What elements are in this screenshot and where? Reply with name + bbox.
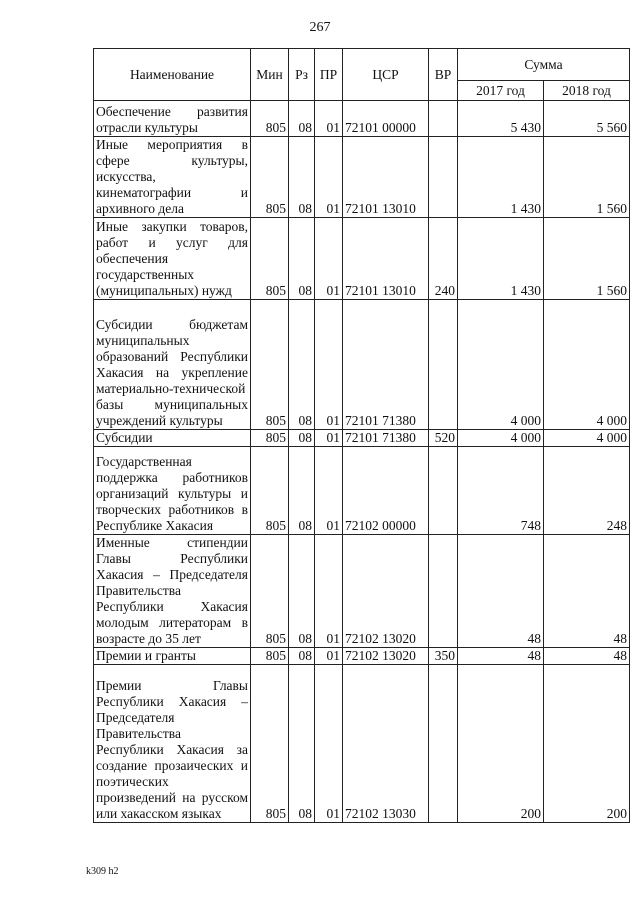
table-row bbox=[94, 137, 630, 218]
row-min-cell: 805 bbox=[251, 300, 289, 430]
row-pr-cell: 01 bbox=[315, 430, 343, 447]
row-min-cell: 805 bbox=[251, 648, 289, 665]
table-row bbox=[94, 430, 630, 447]
row-rz-cell: 08 bbox=[289, 447, 315, 535]
row-csr-cell: 72101 71380 bbox=[343, 300, 429, 430]
row-2017-cell: 48 bbox=[458, 535, 544, 648]
document-code: k309 h2 bbox=[86, 866, 119, 877]
row-rz-cell: 08 bbox=[289, 300, 315, 430]
row-vr-cell bbox=[429, 101, 458, 137]
row-name-cell: Иные закупки товаров, работ и услуг для обеспечения государственных (муниципальных) нужд bbox=[94, 218, 251, 300]
row-min-cell: 805 bbox=[251, 447, 289, 535]
row-rz-cell: 08 bbox=[289, 430, 315, 447]
row-vr-cell bbox=[429, 300, 458, 430]
row-pr-cell: 01 bbox=[315, 218, 343, 300]
row-name-cell: Государственная поддержка работников организаций культуры и творческих работников в Республике Хакасия bbox=[94, 447, 251, 535]
row-2018-cell: 200 bbox=[544, 665, 630, 823]
row-csr-cell: 72102 13030 bbox=[343, 665, 429, 823]
table-row bbox=[94, 218, 630, 300]
row-name-cell: Субсидии бюджетам муниципальных образований Республики Хакасия на укрепление материально-технической базы муниципальных учреждений культуры bbox=[94, 300, 251, 430]
row-name-cell: Премии и гранты bbox=[94, 648, 251, 665]
header-pr: ПР bbox=[315, 49, 343, 101]
header-2018: 2018 год bbox=[544, 81, 630, 101]
row-min-cell: 805 bbox=[251, 430, 289, 447]
row-rz-cell: 08 bbox=[289, 137, 315, 218]
row-2017-cell: 4 000 bbox=[458, 300, 544, 430]
row-pr-cell: 01 bbox=[315, 447, 343, 535]
row-2017-cell: 200 bbox=[458, 665, 544, 823]
row-min-cell: 805 bbox=[251, 535, 289, 648]
header-rz: Рз bbox=[289, 49, 315, 101]
row-2017-cell: 48 bbox=[458, 648, 544, 665]
row-rz-cell: 08 bbox=[289, 648, 315, 665]
row-vr-cell bbox=[429, 535, 458, 648]
row-2017-cell: 5 430 bbox=[458, 101, 544, 137]
row-name-cell: Именные стипендии Главы Республики Хакасия – Председателя Правительства Республики Хакасия молодым литераторам в возрасте до 35 лет bbox=[94, 535, 251, 648]
row-2018-cell: 248 bbox=[544, 447, 630, 535]
header-2017: 2017 год bbox=[458, 81, 544, 101]
row-2017-cell: 4 000 bbox=[458, 430, 544, 447]
row-pr-cell: 01 bbox=[315, 300, 343, 430]
row-2017-cell: 748 bbox=[458, 447, 544, 535]
header-sum: Сумма bbox=[458, 49, 630, 81]
row-pr-cell: 01 bbox=[315, 535, 343, 648]
row-2017-cell: 1 430 bbox=[458, 218, 544, 300]
row-2018-cell: 5 560 bbox=[544, 101, 630, 137]
row-min-cell: 805 bbox=[251, 137, 289, 218]
header-name: Наименование bbox=[94, 49, 251, 101]
row-2018-cell: 4 000 bbox=[544, 300, 630, 430]
row-csr-cell: 72101 00000 bbox=[343, 101, 429, 137]
row-2018-cell: 48 bbox=[544, 648, 630, 665]
table-row bbox=[94, 101, 630, 137]
row-2018-cell: 1 560 bbox=[544, 218, 630, 300]
row-csr-cell: 72102 13020 bbox=[343, 535, 429, 648]
row-pr-cell: 01 bbox=[315, 648, 343, 665]
header-csr: ЦСР bbox=[343, 49, 429, 101]
row-vr-cell bbox=[429, 137, 458, 218]
table-row bbox=[94, 665, 630, 823]
row-vr-cell bbox=[429, 665, 458, 823]
row-pr-cell: 01 bbox=[315, 665, 343, 823]
budget-table bbox=[93, 48, 630, 823]
row-2018-cell: 4 000 bbox=[544, 430, 630, 447]
row-rz-cell: 08 bbox=[289, 101, 315, 137]
row-pr-cell: 01 bbox=[315, 137, 343, 218]
row-rz-cell: 08 bbox=[289, 665, 315, 823]
header-vr: ВР bbox=[429, 49, 458, 101]
row-vr-cell bbox=[429, 447, 458, 535]
row-csr-cell: 72102 13020 bbox=[343, 648, 429, 665]
row-name-cell: Иные мероприятия в сфере культуры, искусства, кинематографии и архивного дела bbox=[94, 137, 251, 218]
row-name-cell: Субсидии bbox=[94, 430, 251, 447]
row-vr-cell: 520 bbox=[429, 430, 458, 447]
table-row bbox=[94, 648, 630, 665]
row-name-cell: Премии Главы Республики Хакасия – Председателя Правительства Республики Хакасия за создание прозаических и поэтических произведений на русском или хакасском языках bbox=[94, 665, 251, 823]
row-rz-cell: 08 bbox=[289, 218, 315, 300]
row-name-cell: Обеспечение развития отрасли культуры bbox=[94, 101, 251, 137]
table-row bbox=[94, 535, 630, 648]
row-vr-cell: 240 bbox=[429, 218, 458, 300]
row-csr-cell: 72101 13010 bbox=[343, 137, 429, 218]
header-min: Мин bbox=[251, 49, 289, 101]
table-row bbox=[94, 300, 630, 430]
row-min-cell: 805 bbox=[251, 218, 289, 300]
row-vr-cell: 350 bbox=[429, 648, 458, 665]
row-2017-cell: 1 430 bbox=[458, 137, 544, 218]
row-csr-cell: 72102 00000 bbox=[343, 447, 429, 535]
row-2018-cell: 48 bbox=[544, 535, 630, 648]
table-row bbox=[94, 447, 630, 535]
row-csr-cell: 72101 71380 bbox=[343, 430, 429, 447]
row-min-cell: 805 bbox=[251, 101, 289, 137]
row-2018-cell: 1 560 bbox=[544, 137, 630, 218]
page-number: 267 bbox=[309, 20, 331, 35]
row-min-cell: 805 bbox=[251, 665, 289, 823]
row-csr-cell: 72101 13010 bbox=[343, 218, 429, 300]
row-rz-cell: 08 bbox=[289, 535, 315, 648]
row-pr-cell: 01 bbox=[315, 101, 343, 137]
